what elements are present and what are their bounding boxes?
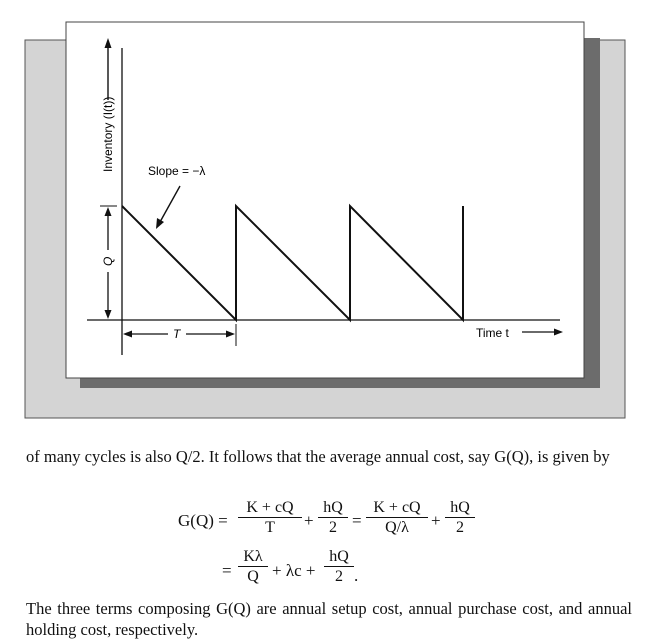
fraction-3-num: K + cQ [366, 498, 428, 518]
fraction-5-num: Kλ [238, 547, 268, 567]
figure-panel [66, 22, 584, 378]
eq-lhs: G(Q) = [178, 511, 228, 530]
y-axis-label: Inventory (I(t)) [101, 96, 115, 172]
eq-equals-2: = [222, 561, 232, 580]
fraction-5-den: Q [247, 568, 259, 585]
fraction-1-num: K + cQ [238, 498, 302, 518]
fraction-4-num: hQ [445, 498, 475, 518]
fraction-2 [318, 498, 348, 537]
fraction-6 [324, 547, 354, 586]
slope-label: Slope = −λ [148, 164, 206, 178]
fraction-3-den: Q/λ [385, 519, 409, 536]
fraction-1-den: T [265, 519, 275, 536]
fraction-3 [366, 498, 428, 537]
q-label: Q [101, 256, 115, 266]
eq-period: . [354, 566, 359, 585]
eq-middle-terms: + λc + [272, 561, 316, 580]
fraction-4 [445, 498, 475, 537]
paragraph-intro: of many cycles is also Q/2. It follows that the average annual cost, say G(Q), is given by [26, 447, 610, 466]
eq-plus-2: + [431, 511, 441, 530]
fraction-1 [238, 498, 302, 537]
eq-plus-1: + [304, 511, 314, 530]
fraction-6-den: 2 [335, 568, 343, 585]
eq-equals-1: = [352, 511, 362, 530]
fraction-5 [238, 547, 268, 586]
paragraph-conclusion: The three terms composing G(Q) are annual setup cost, annual purchase cost, and annual holding cost, respectively. [26, 599, 632, 639]
fraction-2-num: hQ [318, 498, 348, 518]
fraction-4-den: 2 [456, 519, 464, 536]
fraction-2-den: 2 [329, 519, 337, 536]
time-label: Time t [476, 326, 509, 340]
fraction-6-num: hQ [324, 547, 354, 567]
t-label: T [173, 327, 181, 341]
